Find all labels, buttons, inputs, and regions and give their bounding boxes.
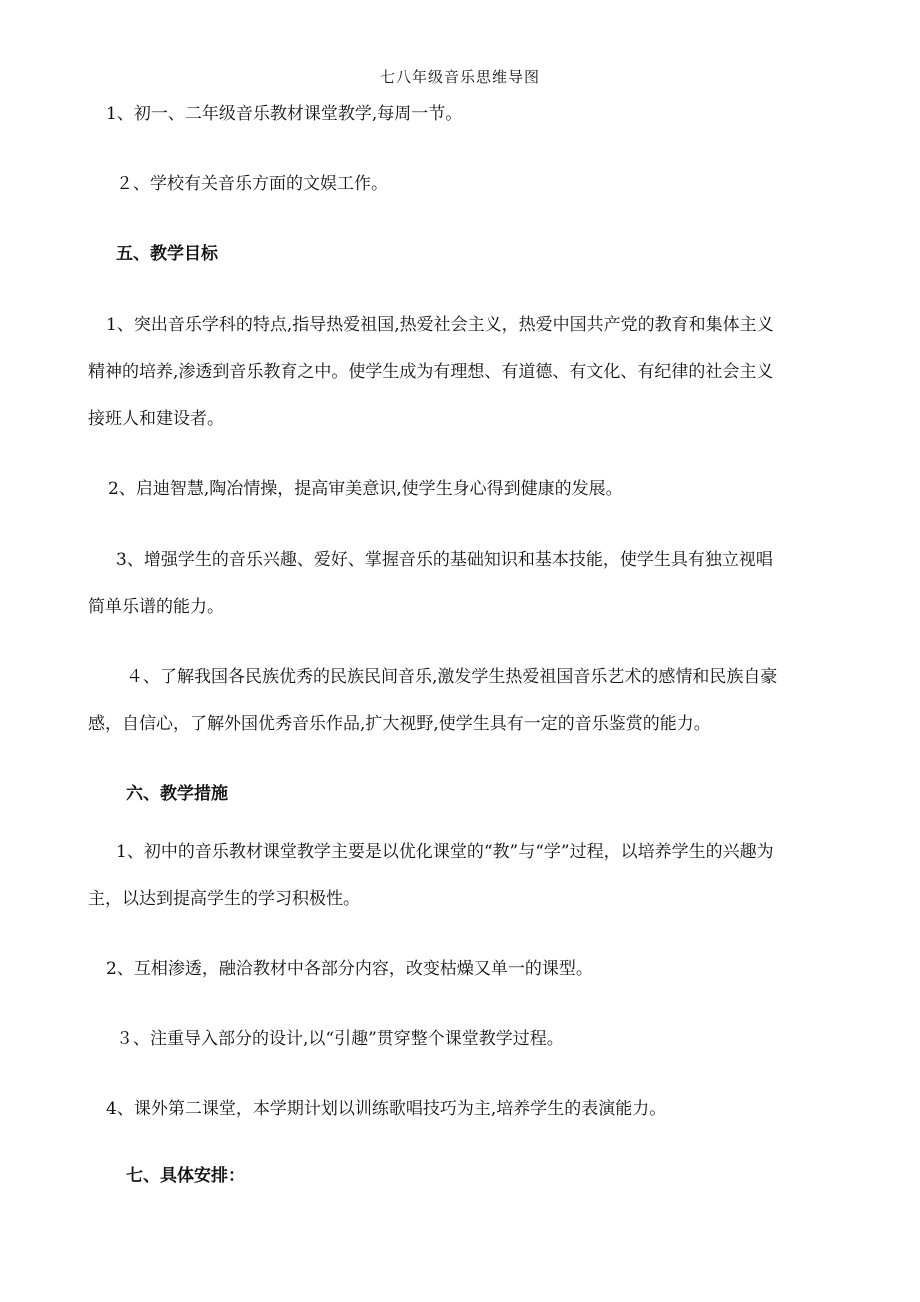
goal-1-line-3: 接班人和建设者。	[88, 409, 224, 429]
measure-2: 2、互相渗透，融洽教材中各部分内容，改变枯燥又单一的课型。	[106, 959, 593, 979]
goal-4-line-1: ４、了解我国各民族优秀的民族民间音乐,激发学生热爱祖国音乐艺术的感情和民族自豪	[126, 667, 778, 687]
section-heading-5: 五、教学目标	[116, 244, 218, 264]
section-heading-6: 六、教学措施	[126, 784, 228, 804]
measure-1-line-1: 1、初中的音乐教材课堂教学主要是以优化课堂的“教”与“学”过程，以培养学生的兴趣为	[116, 842, 774, 862]
measure-4: 4、课外第二课堂，本学期计划以训练歌唱技巧为主,培养学生的表演能力。	[106, 1099, 667, 1119]
document-title: 七八年级音乐思维导图	[379, 68, 540, 86]
goal-1-line-1: 1、突出音乐学科的特点,指导热爱祖国,热爱社会主义，热爱中国共产党的教育和集体主义	[106, 315, 774, 335]
goal-4-line-2: 感，自信心，了解外国优秀音乐作品,扩大视野,使学生具有一定的音乐鉴赏的能力。	[88, 714, 711, 734]
scope-item-2: ２、学校有关音乐方面的文娱工作。	[116, 174, 388, 194]
scope-item-1: 1、初一、二年级音乐教材课堂教学,每周一节。	[106, 104, 463, 124]
goal-1-line-2: 精神的培养,渗透到音乐教育之中。使学生成为有理想、有道德、有文化、有纪律的社会主义	[88, 362, 774, 382]
measure-1-line-2: 主，以达到提高学生的学习积极性。	[88, 889, 360, 909]
section-heading-7: 七、具体安排：	[126, 1166, 245, 1186]
goal-3-line-2: 简单乐谱的能力。	[88, 597, 224, 617]
goal-3-line-1: 3、增强学生的音乐兴趣、爱好、掌握音乐的基础知识和基本技能，使学生具有独立视唱	[116, 550, 773, 570]
goal-2: 2、启迪智慧,陶冶情操，提高审美意识,使学生身心得到健康的发展。	[108, 479, 623, 499]
measure-3: ３、注重导入部分的设计,以“引趣”贯穿整个课堂教学过程。	[116, 1029, 564, 1049]
